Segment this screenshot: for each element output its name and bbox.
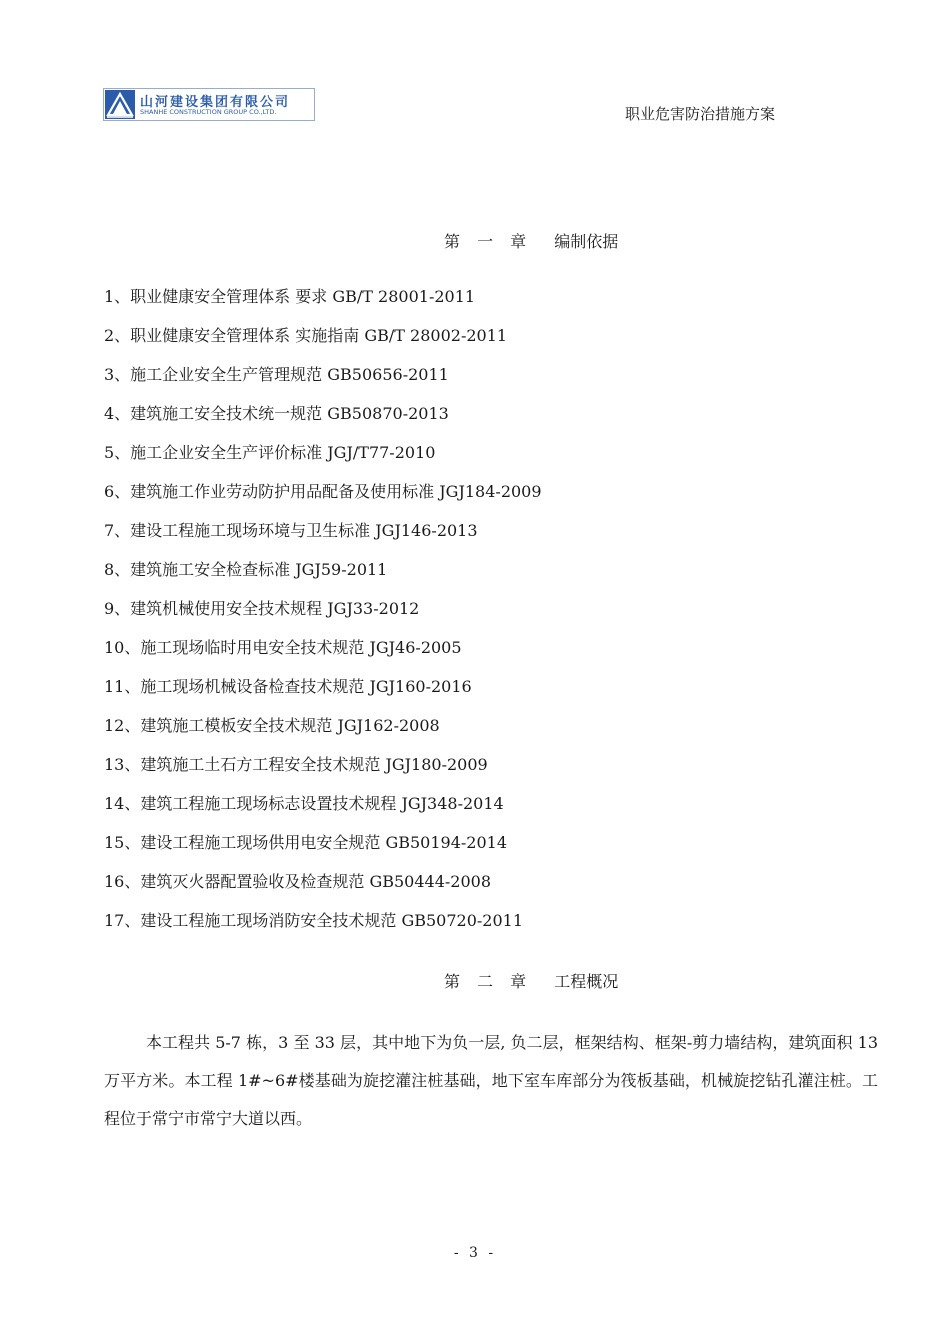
list-item: 15、建设工程施工现场供用电安全规范 GB50194-2014	[104, 833, 508, 852]
list-item: 16、建筑灭火器配置验收及检查规范 GB50444-2008	[104, 872, 492, 891]
list-item: 2、职业健康安全管理体系 实施指南 GB/T 28002-2011	[104, 326, 508, 345]
chapter-2-number: 第 二 章	[444, 972, 533, 991]
list-item: 8、建筑施工安全检查标准 JGJ59-2011	[104, 560, 388, 579]
logo-company-name-cn: 山河建设集团有限公司	[140, 95, 291, 110]
list-item: 3、施工企业安全生产管理规范 GB50656-2011	[104, 365, 449, 384]
reference-list	[104, 286, 542, 949]
chapter-1-title: 编制依据	[554, 232, 619, 251]
project-overview-paragraph: 本工程共 5-7 栋，3 至 33 层，其中地下为负一层, 负二层，框架结构、框架-剪力墙结构，建筑面积 13 万平方米。本工程 1#~6#楼基础为旋挖灌注桩基础，地下室车库部分为筏板基础，机械旋挖钻孔灌注桩。工程位于常宁市常宁大道以西。	[104, 1033, 878, 1128]
chapter-2-title: 工程概况	[554, 972, 619, 991]
mountain-logo-icon	[105, 90, 135, 119]
list-item: 5、施工企业安全生产评价标准 JGJ/T77-2010	[104, 443, 436, 462]
chapter-2-heading	[0, 969, 950, 992]
page-number: - 3 -	[453, 1245, 497, 1261]
list-item: 14、建筑工程施工现场标志设置技术规程 JGJ348-2014	[104, 794, 504, 813]
document-title: 职业危害防治措施方案	[625, 105, 776, 123]
list-item: 4、建筑施工安全技术统一规范 GB50870-2013	[104, 404, 449, 423]
chapter-1-number: 第 一 章	[444, 232, 533, 251]
list-item: 12、建筑施工模板安全技术规范 JGJ162-2008	[104, 716, 440, 735]
list-item: 10、施工现场临时用电安全技术规范 JGJ46-2005	[104, 638, 462, 657]
list-item: 11、施工现场机械设备检查技术规范 JGJ160-2016	[104, 677, 472, 696]
list-item: 7、建设工程施工现场环境与卫生标准 JGJ146-2013	[104, 521, 478, 540]
list-item: 6、建筑施工作业劳动防护用品配备及使用标准 JGJ184-2009	[104, 482, 542, 501]
company-logo	[103, 88, 315, 121]
list-item: 17、建设工程施工现场消防安全技术规范 GB50720-2011	[104, 911, 524, 930]
logo-company-name-en: SHANHE CONSTRUCTION GROUP CO.,LTD.	[140, 108, 277, 116]
list-item: 9、建筑机械使用安全技术规程 JGJ33-2012	[104, 599, 420, 618]
list-item: 1、职业健康安全管理体系 要求 GB/T 28001-2011	[104, 287, 476, 306]
chapter-1-heading	[0, 229, 950, 252]
list-item: 13、建筑施工土石方工程安全技术规范 JGJ180-2009	[104, 755, 488, 774]
